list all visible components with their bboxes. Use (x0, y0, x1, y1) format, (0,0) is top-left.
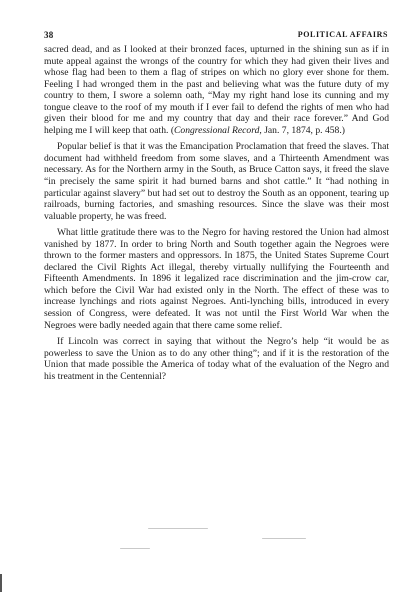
scan-artifact (120, 548, 150, 549)
paragraph-lincoln: If Lincoln was correct in saying that without the Negro’s help “it would be as powerless to save the Union as to do any other thing”; and if it is the restoration of the Union that made possible the America of today what of the evaluation of the Negro and his treatment in the Centennial? (44, 336, 389, 382)
page-header (44, 30, 388, 42)
running-head: POLITICAL AFFAIRS (297, 30, 388, 39)
scan-artifact (262, 538, 306, 539)
paragraph-quote-continuation (44, 44, 389, 136)
paragraph-text: sacred dead, and as I looked at their bronzed faces, upturned in the shining sun as if in mute appeal against the wrongs of the country for which they had given their lives and whose flag had been to them a flag of stripes on which no glory ever shone for them. Feeling I had wronged them in the past and believing what was the future duty of my country to them, I swore a solemn oath, “May my right hand lose its cunning and my tongue cleave to the roof of my mouth if I ever fail to defend the rights of men who had given their blood for me and my country that day and their race forever.” And God helping me I will keep that oath. ( (44, 44, 389, 136)
body-text (44, 44, 389, 387)
scan-edge-mark (0, 574, 2, 592)
scan-artifact (148, 528, 208, 529)
page-number: 38 (44, 30, 54, 40)
citation-title: Congressional Record (174, 124, 260, 136)
paragraph-emancipation: Popular belief is that it was the Emancipation Proclamation that freed the slaves. That document had withheld freedom from some slaves, and a Thirteenth Amendment was necessary. As for the Northern army in the South, as Bruce Catton says, it freed the slave “in precisely the same spirit it had burned barns and shot cattle.” It “had nothing in particular against slavery” but had set out to destroy the South as an opponent, tearing up railroads, burning factories, and smashing resources. Since the slave was their most valuable property, he was freed. (44, 141, 389, 222)
paragraph-gratitude: What little gratitude there was to the Negro for having restored the Union had almost vanished by 1877. In order to bring North and South together again the Negroes were thrown to the former masters and oppressors. In 1875, the United States Supreme Court declared the Civil Rights Act illegal, thereby virtually nullifying the Fourteenth and Fifteenth Amendments. In 1896 it legalized race discrimination and the jim-crow car, which before the Civil War had existed only in the North. The effect of these was to increase lynchings and riots against Negroes. Anti-lynching bills, introduced in every session of Congress, were defeated. It was not until the First World War when the Negroes were badly needed again that there came some relief. (44, 227, 389, 331)
citation-details: , Jan. 7, 1874, p. 458.) (259, 124, 345, 136)
